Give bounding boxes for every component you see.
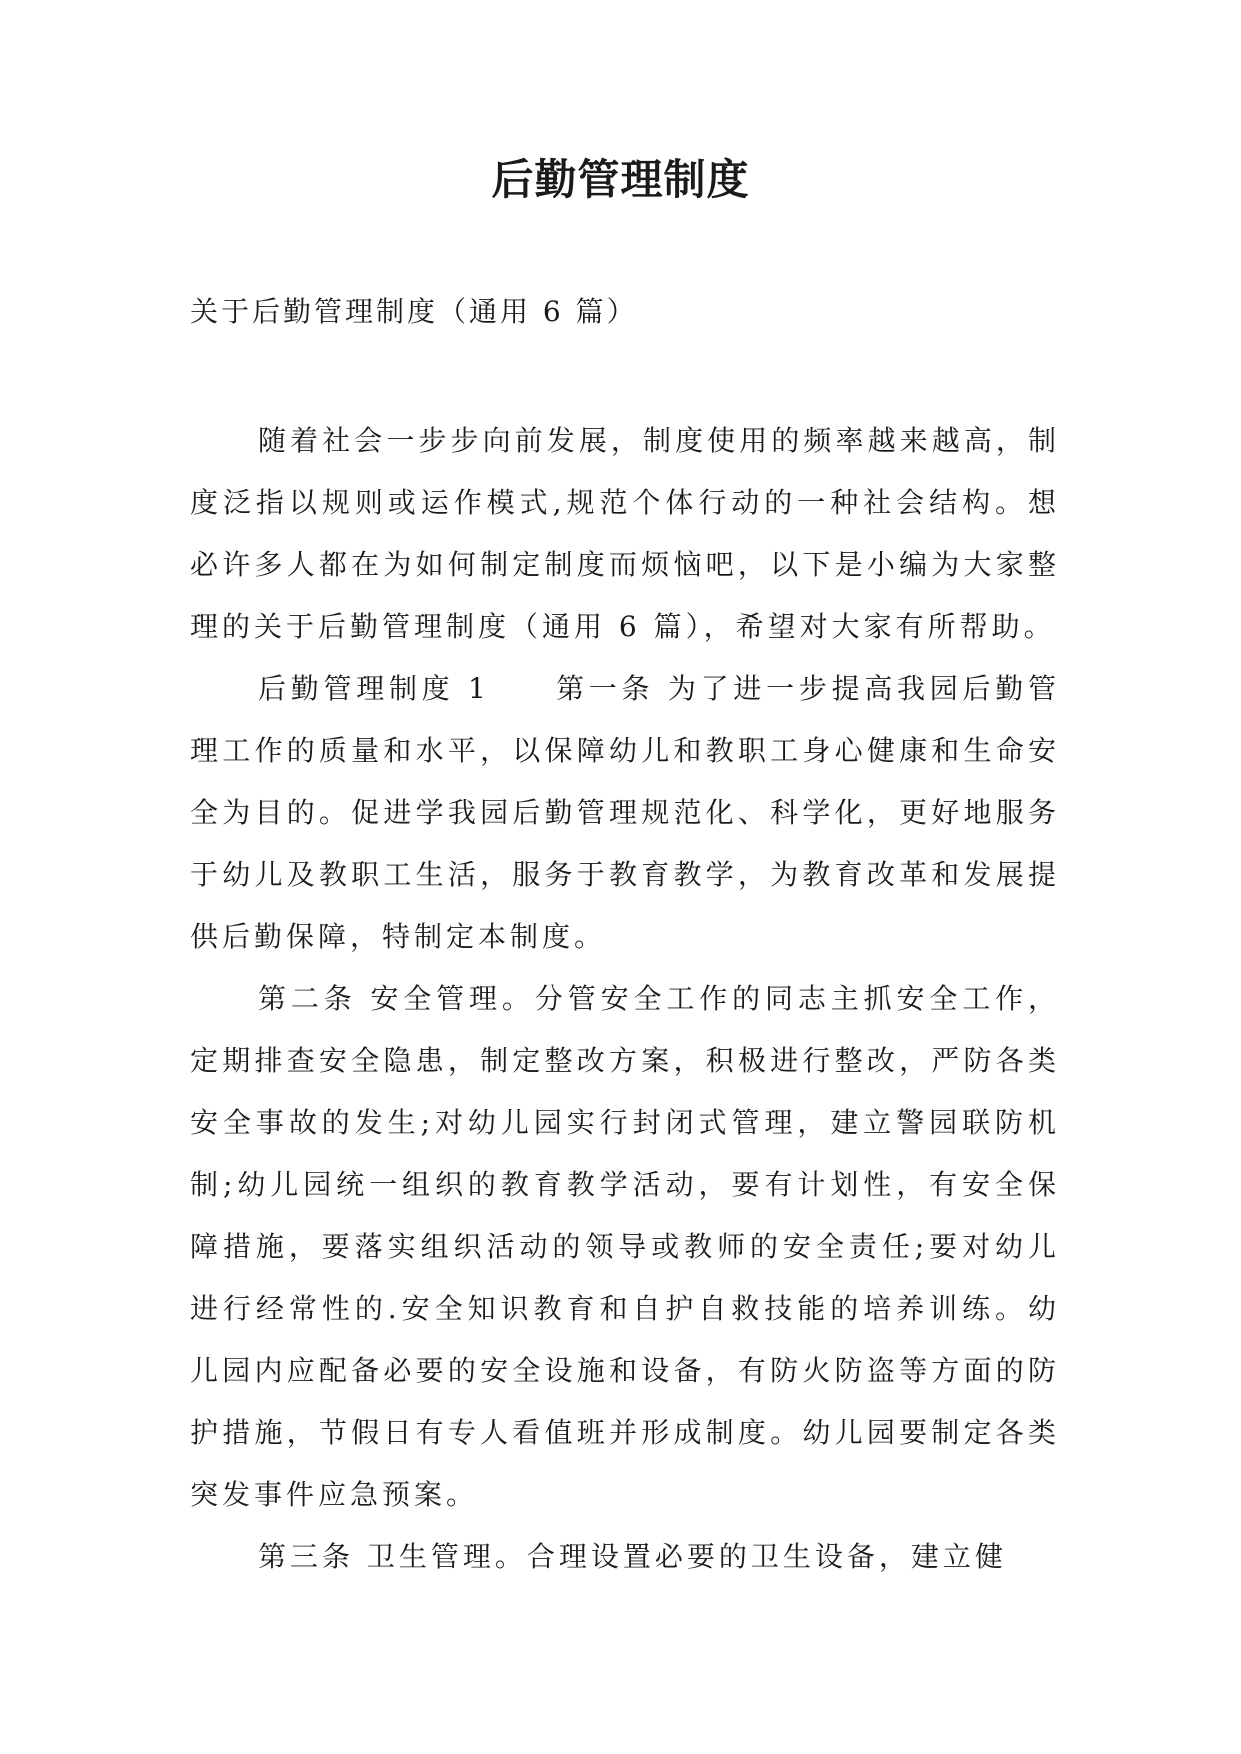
document-title: 后勤管理制度	[491, 155, 750, 204]
document-body	[190, 410, 1060, 1588]
paragraph-article-2: 第二条 安全管理。分管安全工作的同志主抓安全工作，定期排查安全隐患，制定整改方案，积极进行整改，严防各类安全事故的发生;对幼儿园实行封闭式管理，建立警园联防机制;幼儿园统一组织的教育教学活动，要有计划性，有安全保障措施，要落实组织活动的领导或教师的安全责任;要对幼儿进行经常性的.安全知识教育和自护自救技能的培养训练。幼儿园内应配备必要的安全设施和设备，有防火防盗等方面的防护措施，节假日有专人看值班并形成制度。幼儿园要制定各类突发事件应急预案。	[190, 982, 1060, 1511]
document-subtitle: 关于后勤管理制度（通用 6 篇）	[190, 295, 638, 328]
paragraph-article-3: 第三条 卫生管理。合理设置必要的卫生设备，建立健	[258, 1540, 1007, 1573]
paragraph-article-1: 后勤管理制度 1 第一条 为了进一步提高我园后勤管理工作的质量和水平，以保障幼儿和教职工身心健康和生命安全为目的。促进学我园后勤管理规范化、科学化，更好地服务于幼儿及教职工生活，服务于教育教学，为教育改革和发展提供后勤保障，特制定本制度。	[190, 672, 1060, 953]
paragraph-intro: 随着社会一步步向前发展，制度使用的频率越来越高，制度泛指以规则或运作模式,规范个体行动的一种社会结构。想必许多人都在为如何制定制度而烦恼吧，以下是小编为大家整理的关于后勤管理制度（通用 6 篇），希望对大家有所帮助。	[190, 424, 1060, 643]
